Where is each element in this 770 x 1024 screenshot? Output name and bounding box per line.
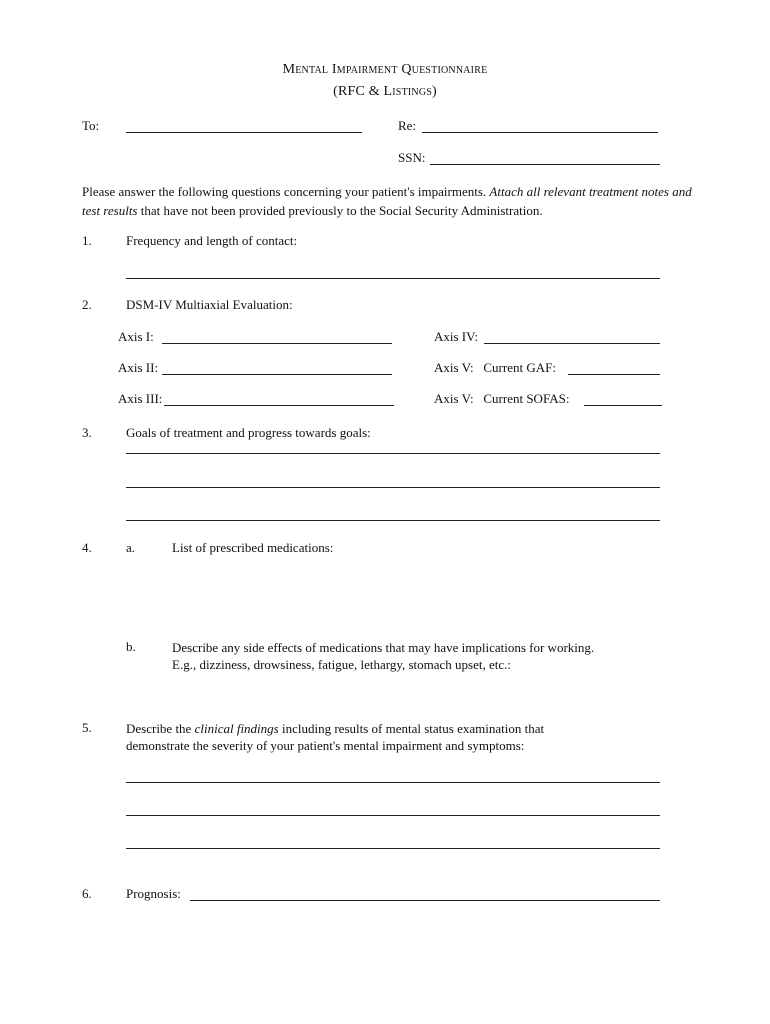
q3-text: Goals of treatment and progress towards goals: xyxy=(126,425,371,440)
form-title xyxy=(0,62,770,78)
form-title-line2: (RFC & Listings) xyxy=(333,84,437,99)
intro-text-italic: Attach all relevant treatment notes and test results xyxy=(82,184,692,218)
axis-5-gaf-field[interactable] xyxy=(568,374,660,375)
q4a-letter: a. xyxy=(126,540,136,555)
q5-text xyxy=(126,720,596,754)
q5-text-post: including results of mental status examination that demonstrate the severity of your patient's mental impairment and symptoms: xyxy=(126,721,545,753)
axis-5-gaf-label: Axis V: Current GAF: xyxy=(434,360,556,375)
q2-number: 2. xyxy=(82,297,92,312)
q5-answer-line-3[interactable] xyxy=(126,848,660,849)
q5-number: 5. xyxy=(82,720,92,735)
axis-2-field[interactable] xyxy=(162,374,392,375)
q4b-letter: b. xyxy=(126,639,136,654)
q5-answer-line-2[interactable] xyxy=(126,815,660,816)
to-field[interactable] xyxy=(126,132,362,133)
re-label: Re: xyxy=(398,118,417,133)
intro-text-3: that have not been provided previously to the Social Security Administration. xyxy=(140,203,543,218)
axis-5-sofas-label: Axis V: Current SOFAS: xyxy=(434,391,570,406)
to-label: To: xyxy=(82,118,100,133)
q3-answer-line-2[interactable] xyxy=(126,487,660,488)
q6-answer-line[interactable] xyxy=(190,900,660,901)
q6-text: Prognosis: xyxy=(126,886,181,901)
axis-2-label: Axis II: xyxy=(118,360,159,375)
q3-answer-line-1[interactable] xyxy=(126,453,660,454)
intro-paragraph xyxy=(82,182,702,220)
axis-1-field[interactable] xyxy=(162,343,392,344)
form-subtitle xyxy=(0,84,770,100)
q3-answer-line-3[interactable] xyxy=(126,520,660,521)
q4b-text: Describe any side effects of medications that may have implications for working. E.g., dizziness, drowsiness, fatigue, lethargy, stomach upset, etc.: xyxy=(172,640,595,672)
axis-4-field[interactable] xyxy=(484,343,660,344)
q5-text-italic: clinical findings xyxy=(194,721,279,736)
axis-4-label: Axis IV: xyxy=(434,329,479,344)
re-field[interactable] xyxy=(422,132,658,133)
ssn-field[interactable] xyxy=(430,164,660,165)
q1-answer-line[interactable] xyxy=(126,278,660,279)
q2-text: DSM-IV Multiaxial Evaluation: xyxy=(126,297,293,312)
intro-text-1: Please answer the following questions concerning your patient's impairments. xyxy=(82,184,487,199)
axis-3-field[interactable] xyxy=(164,405,394,406)
q6-number: 6. xyxy=(82,886,92,901)
axis-1-label: Axis I: xyxy=(118,329,154,344)
q3-number: 3. xyxy=(82,425,92,440)
form-title-line1: Mental Impairment Questionnaire xyxy=(282,62,488,77)
q4-number: 4. xyxy=(82,540,92,555)
q5-answer-line-1[interactable] xyxy=(126,782,660,783)
q1-number: 1. xyxy=(82,233,92,248)
axis-3-label: Axis III: xyxy=(118,391,163,406)
q4a-text: List of prescribed medications: xyxy=(172,540,334,555)
q1-text: Frequency and length of contact: xyxy=(126,233,298,248)
axis-5-sofas-field[interactable] xyxy=(584,405,662,406)
ssn-label: SSN: xyxy=(398,150,426,165)
q5-text-pre: Describe the xyxy=(126,721,192,736)
